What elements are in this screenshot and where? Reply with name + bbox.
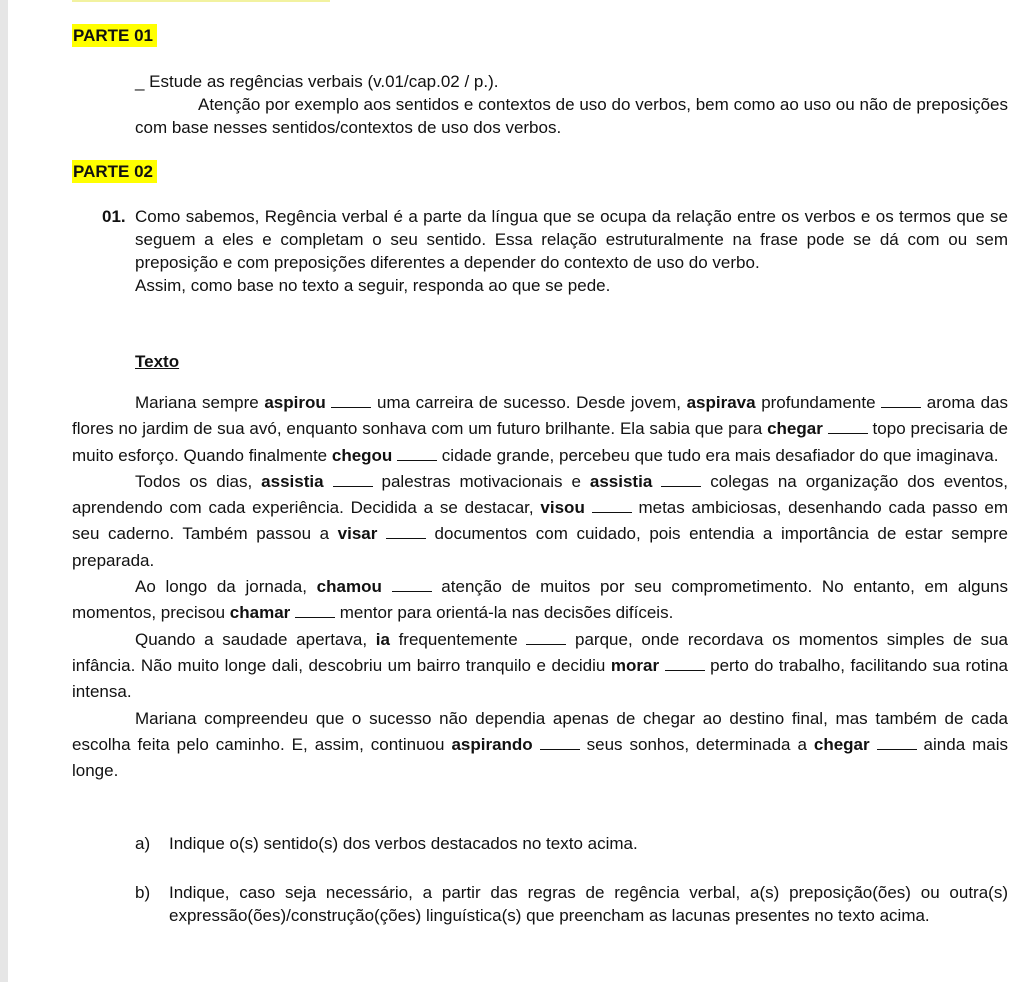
text-run: Mariana compreendeu que o sucesso não dependia apenas de chegar ao destino final, mas também de cada escolha feita pelo caminho. E, assim, continuou: [72, 708, 1008, 754]
answer-blank: [877, 735, 917, 750]
answer-blank: [331, 393, 371, 408]
answer-blank: [397, 446, 437, 461]
part-01-label: PARTE 01: [72, 24, 157, 47]
text-run: documentos com cuidado, pois entendia a importância de estar sempre preparada.: [72, 524, 1008, 570]
text-run: cidade grande, percebeu que tudo era mais desafiador do que imaginava.: [437, 445, 999, 465]
item-text: Indique, caso seja necessário, a partir das regras de regência verbal, a(s) preposição(ões) ou outra(s) expressão(ões)/construção(ções) linguística(s) que preencham as lacunas presentes no texto acima.: [169, 883, 1008, 925]
text-run: Ao longo da jornada,: [135, 577, 317, 597]
question-text: Como sabemos, Regência verbal é a parte da língua que se ocupa da relação entre os verbos e os termos que se seguem a eles e completam o seu sentido. Essa relação estruturalmente na frase pode se dá com ou sem preposição e com preposições diferentes a depender do contexto de uso do verbo.: [135, 207, 1008, 272]
story-paragraph-1: [72, 390, 1008, 469]
highlighted-verb: aspirando: [451, 734, 533, 754]
highlighted-verb: chamar: [229, 603, 291, 623]
part-01-line-1: _ Estude as regências verbais (v.01/cap.02 / p.).: [135, 72, 499, 91]
highlighted-verb: chegar: [767, 419, 823, 439]
answer-blank: [540, 735, 580, 750]
answer-blank: [881, 393, 921, 408]
story-paragraph-5: [72, 706, 1008, 785]
answer-blank: [592, 498, 632, 513]
question-01: [102, 205, 1008, 297]
text-run: mentor para orientá-la nas decisões difíceis.: [335, 603, 674, 623]
item-label: b): [135, 883, 151, 902]
highlighted-verb: chegou: [331, 445, 393, 465]
text-run: Quando a saudade apertava,: [135, 629, 376, 649]
text-run: atenção de muitos por seu comprometimento. No entanto, em alguns momentos, precisou: [72, 577, 1008, 623]
text-run: ainda mais longe.: [72, 734, 1008, 781]
text-run: topo precisaria de muito esforço. Quando finalmente: [72, 419, 1008, 465]
top-rule: [72, 0, 330, 2]
text-run: metas ambiciosas, desenhando cada passo em seu caderno. Também passou a: [72, 498, 1008, 544]
story-paragraph-2: [72, 469, 1008, 574]
item-text: Indique o(s) sentido(s) dos verbos destacados no texto acima.: [169, 834, 638, 853]
item-label: a): [135, 834, 151, 853]
answer-blank: [661, 472, 701, 487]
answer-blank: [333, 472, 373, 487]
answer-blank: [828, 419, 868, 434]
highlighted-verb: assistia: [589, 471, 653, 491]
text-run: profundamente: [755, 393, 882, 412]
highlighted-verb: aspirava: [686, 393, 756, 412]
answer-blank: [386, 524, 426, 539]
item-b: [135, 881, 1008, 927]
highlighted-verb: visar: [337, 524, 378, 544]
answer-blank: [665, 656, 705, 671]
answer-blank: [526, 630, 566, 645]
highlighted-verb: aspirou: [264, 393, 326, 412]
highlighted-verb: ia: [375, 629, 390, 649]
highlighted-verb: assistia: [261, 471, 324, 491]
highlighted-verb: visou: [540, 498, 585, 518]
text-run: parque, onde recordava os momentos simples de sua infância. Não muito longe dali, descobriu um bairro tranquilo e decidiu: [72, 629, 1009, 675]
text-run: palestras motivacionais e: [372, 471, 590, 491]
question-number: 01.: [102, 207, 126, 226]
highlighted-verb: chegar: [813, 734, 870, 754]
text-run: uma carreira de sucesso. Desde jovem,: [371, 393, 687, 412]
item-a: [135, 832, 1008, 855]
text-run: frequentemente: [389, 629, 527, 649]
text-run: aroma das flores no jardim de sua avó, enquanto sonhava com um futuro brilhante. Ela sabia que para: [72, 393, 1008, 439]
highlighted-verb: morar: [610, 655, 660, 675]
answer-blank: [392, 577, 432, 592]
part-02-label: PARTE 02: [72, 160, 157, 183]
text-run: seus sonhos, determinada a: [579, 734, 814, 754]
page-left-edge: [0, 0, 8, 982]
story-paragraph-3: [72, 574, 1008, 627]
text-run: perto do trabalho, facilitando sua rotina intensa.: [72, 655, 1008, 702]
highlighted-verb: chamou: [316, 577, 382, 597]
story-paragraph-4: [72, 627, 1008, 706]
question-instruction: Assim, como base no texto a seguir, responda ao que se pede.: [135, 276, 611, 295]
text-heading: Texto: [135, 352, 180, 371]
text-run: Todos os dias,: [135, 471, 262, 491]
text-run: Mariana sempre: [135, 393, 265, 412]
part-01-line-2: Atenção por exemplo aos sentidos e contextos de uso do verbos, bem como ao uso ou não de preposições com base nesses sentidos/contextos de uso dos verbos.: [135, 95, 1008, 137]
answer-blank: [295, 603, 335, 618]
story-text: [72, 390, 1008, 784]
text-run: colegas na organização dos eventos, aprendendo com cada experiência. Decidida a se destacar,: [72, 471, 1008, 518]
